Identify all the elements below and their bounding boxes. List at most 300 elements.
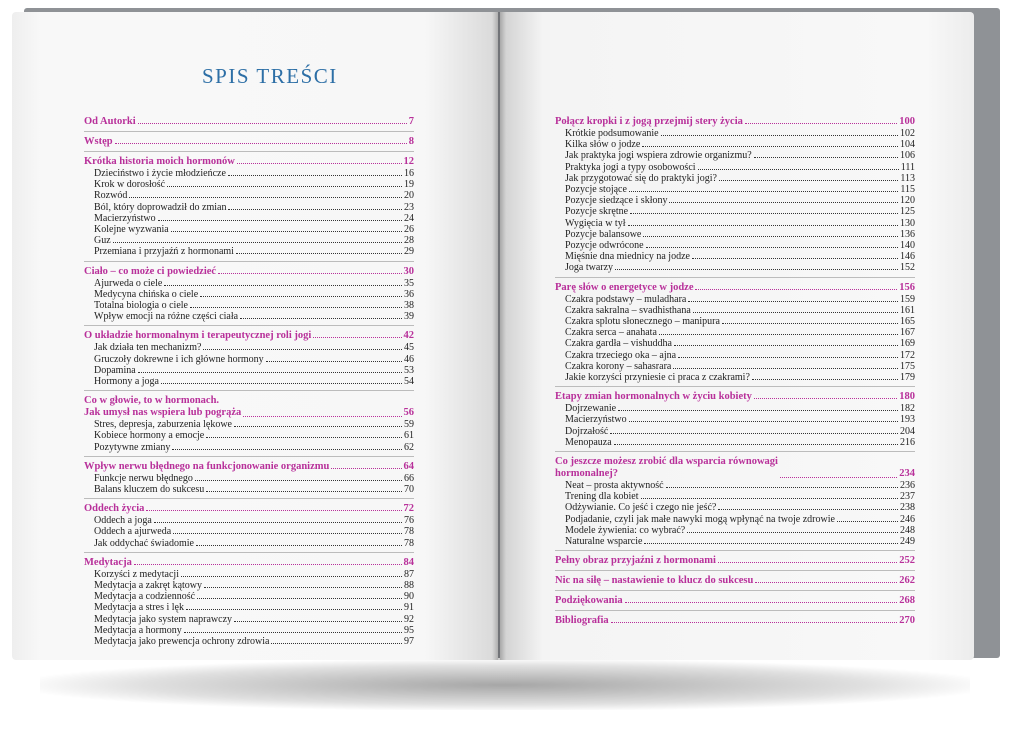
page-number: 236 xyxy=(900,480,915,492)
dot-leader xyxy=(237,163,402,164)
subentry-title: Rozwód xyxy=(94,190,128,202)
subentry-title: Pozycje skrętne xyxy=(565,206,629,218)
toc-subentry xyxy=(555,150,915,161)
page-number: 28 xyxy=(404,235,414,247)
page-number: 88 xyxy=(404,580,414,592)
toc-subentry xyxy=(84,419,414,430)
subentry-title: Trening dla kobiet xyxy=(565,491,639,503)
dot-leader xyxy=(693,312,898,313)
toc-subentry xyxy=(84,289,414,300)
toc-subentry xyxy=(84,442,414,453)
page-number: 113 xyxy=(900,172,915,184)
dot-leader xyxy=(611,622,898,623)
page-number: 102 xyxy=(900,128,915,139)
dot-leader xyxy=(719,180,898,181)
subentry-title: Czakra korony – sahasrara xyxy=(565,360,672,372)
page-number: 66 xyxy=(404,472,414,484)
dot-leader xyxy=(228,209,402,210)
toc-subentry xyxy=(84,591,414,602)
subentry-title: Jak przygotować się do praktyki jogi? xyxy=(565,172,717,184)
subentry-title: Wpływ emocji na różne części ciała xyxy=(94,311,239,323)
dot-leader xyxy=(718,509,898,510)
page-number: 100 xyxy=(899,116,915,127)
page-number: 95 xyxy=(404,624,414,636)
toc-subentry xyxy=(84,625,414,636)
dot-leader xyxy=(644,543,898,544)
page-number: 179 xyxy=(900,372,915,384)
page-number: 169 xyxy=(900,338,915,350)
chapter-title: Nic na siłę – nastawienie to klucz do sukcesu xyxy=(555,575,754,587)
subentry-title: Praktyka jogi a typy osobowości xyxy=(565,161,696,173)
dot-leader xyxy=(673,368,898,369)
page-number: 172 xyxy=(900,349,915,361)
subentry-title: Czakra sakralna – svadhisthana xyxy=(565,304,691,316)
toc-subentry xyxy=(84,602,414,613)
page-number: 64 xyxy=(403,460,414,472)
toc-subentry xyxy=(555,240,915,251)
dot-leader xyxy=(722,323,898,324)
subentry-title: Dzieciństwo i życie młodzieńcze xyxy=(94,168,226,179)
toc-subentry xyxy=(555,195,915,206)
dot-leader xyxy=(674,345,898,346)
book-spine xyxy=(492,12,506,660)
page-number: 136 xyxy=(900,228,915,240)
page-number: 46 xyxy=(404,353,414,365)
toc-subentry xyxy=(84,311,414,322)
subentry-title: Jak oddychać świadomie xyxy=(94,537,194,549)
dot-leader xyxy=(614,444,898,445)
subentry-title: Jak działa ten mechanizm? xyxy=(94,342,202,354)
dot-leader xyxy=(171,231,402,232)
toc-subentry xyxy=(84,376,414,387)
dot-leader xyxy=(197,598,402,599)
toc-subentry xyxy=(555,372,915,383)
dot-leader xyxy=(695,289,897,290)
dot-leader xyxy=(266,361,402,362)
page-number: 90 xyxy=(404,591,414,603)
subentry-title: Funkcje nerwu błędnego xyxy=(94,472,193,484)
dot-leader xyxy=(134,564,402,565)
subentry-title: Oddech a ajurweda xyxy=(94,526,172,538)
page-number: 106 xyxy=(900,150,915,162)
page-number: 140 xyxy=(900,240,915,252)
subentry-title: Medytacja a stres i lęk xyxy=(94,602,184,614)
toc-subentry xyxy=(555,327,915,338)
subentry-title: Kolejne wyzwania xyxy=(94,224,169,236)
toc-subentry xyxy=(84,365,414,376)
page-number: 29 xyxy=(404,246,414,258)
dot-leader xyxy=(206,437,402,438)
toc-subentry xyxy=(84,342,414,353)
page-number: 167 xyxy=(900,327,915,339)
toc-chapter-entry xyxy=(84,112,414,128)
toc-subentry xyxy=(555,206,915,217)
page-number: 204 xyxy=(900,425,915,437)
page-number: 26 xyxy=(404,224,414,236)
page-number: 262 xyxy=(899,575,915,587)
toc-subentry xyxy=(555,305,915,316)
page-number: 115 xyxy=(900,184,915,196)
subentry-title: Guz xyxy=(94,235,111,247)
page-number: 56 xyxy=(403,407,414,419)
chapter-title xyxy=(84,395,241,419)
dot-leader xyxy=(313,337,401,338)
chapter-title: Krótka historia moich hormonów xyxy=(84,156,235,167)
toc-subentry xyxy=(555,184,915,195)
page-number: 120 xyxy=(900,195,915,207)
subentry-title: Medytacja jako prewencja ochrony zdrowia xyxy=(94,636,270,648)
dot-leader xyxy=(630,213,898,214)
dot-leader xyxy=(780,477,897,478)
toc-chapter-entry xyxy=(84,552,414,569)
dot-leader xyxy=(661,135,898,136)
left-page xyxy=(12,12,498,660)
dot-leader xyxy=(642,146,898,147)
toc-subentry xyxy=(555,294,915,305)
chapter-title: Etapy zmian hormonalnych w życiu kobiety xyxy=(555,391,752,403)
page-number: 248 xyxy=(900,524,915,536)
subentry-title: Mięśnie dna miednicy na jodze xyxy=(565,251,690,263)
toc-subentry xyxy=(555,162,915,173)
subentry-title: Czakra trzeciego oka – ajna xyxy=(565,349,677,361)
dot-leader xyxy=(181,576,402,577)
page-number: 180 xyxy=(899,391,915,403)
page-number: 62 xyxy=(404,441,414,453)
toc-chapter-entry xyxy=(555,386,915,403)
page-number: 146 xyxy=(900,251,915,263)
toc-chapter-entry xyxy=(84,456,414,473)
subentry-title: Macierzyństwo xyxy=(565,414,627,426)
subentry-title: Oddech a joga xyxy=(94,515,152,527)
dot-leader xyxy=(629,421,898,422)
toc-subentry xyxy=(555,316,915,327)
page-number: 39 xyxy=(404,311,414,323)
subentry-title: Ajurweda o ciele xyxy=(94,277,163,289)
toc-chapter-entry xyxy=(84,325,414,342)
toc-subentry xyxy=(555,480,915,491)
toc-subentry xyxy=(84,538,414,549)
chapter-title: Parę słów o energetyce w jodze xyxy=(555,281,694,293)
subentry-title: Dojrzewanie xyxy=(565,403,617,415)
chapter-title: Wpływ nerwu błędnego na funkcjonowanie organizmu xyxy=(84,460,330,472)
subentry-title: Kilka słów o jodze xyxy=(565,139,641,151)
page-number: 234 xyxy=(899,468,915,480)
dot-leader xyxy=(243,416,401,417)
toc-subentry xyxy=(555,514,915,525)
toc-subentry xyxy=(555,414,915,425)
page-number: 7 xyxy=(408,116,414,127)
dot-leader xyxy=(692,258,898,259)
subentry-title: Medytacja a codzienność xyxy=(94,591,196,603)
dot-leader xyxy=(173,533,402,534)
toc-chapter-entry xyxy=(84,261,414,278)
dot-leader xyxy=(240,318,402,319)
dot-leader xyxy=(610,433,898,434)
dot-leader xyxy=(113,242,402,243)
chapter-title: Bibliografia xyxy=(555,615,609,627)
page-number: 125 xyxy=(900,206,915,218)
dot-leader xyxy=(755,582,897,583)
dot-leader xyxy=(234,426,402,427)
dot-leader xyxy=(745,123,897,124)
subentry-title: Neat – prosta aktywność xyxy=(565,480,664,492)
page-number: 23 xyxy=(404,201,414,213)
page-number: 182 xyxy=(900,403,915,415)
subentry-title: Dopamina xyxy=(94,364,136,376)
subentry-title: Czakra podstawy – muladhara xyxy=(565,293,687,305)
subentry-title: Krok w dorosłość xyxy=(94,179,166,191)
page-number: 161 xyxy=(900,304,915,316)
subentry-title: Wygięcia w tył xyxy=(565,217,626,229)
page-number: 87 xyxy=(404,568,414,580)
toc-subentry xyxy=(555,403,915,414)
page-number: 78 xyxy=(404,526,414,538)
page-number: 92 xyxy=(404,613,414,625)
subentry-title: Czakra gardła – vishuddha xyxy=(565,338,672,350)
chapter-title-line: Jak umysł nas wspiera lub pogrąża xyxy=(84,407,242,419)
dot-leader xyxy=(666,487,898,488)
page-number: 54 xyxy=(404,376,414,388)
toc-subentry xyxy=(555,350,915,361)
dot-leader xyxy=(641,498,898,499)
page-number: 35 xyxy=(404,277,414,289)
toc-subentry xyxy=(555,525,915,536)
dot-leader xyxy=(228,175,402,176)
chapter-title: Oddech życia xyxy=(84,503,145,515)
toc-subentry xyxy=(84,580,414,591)
chapter-title: Medytacja xyxy=(84,556,132,568)
toc-subentry xyxy=(84,179,414,190)
page-number: 104 xyxy=(900,139,915,151)
subentry-title: Jakie korzyści przyniesie ci praca z czakrami? xyxy=(565,372,750,384)
page-number: 16 xyxy=(404,168,414,179)
chapter-title: Podziękowania xyxy=(555,595,623,607)
page-number: 20 xyxy=(404,190,414,202)
toc-subentry xyxy=(84,526,414,537)
toc-subentry xyxy=(555,338,915,349)
dot-leader xyxy=(218,273,401,274)
dot-leader xyxy=(138,123,407,124)
subentry-title: Balans kluczem do sukcesu xyxy=(94,484,205,496)
dot-leader xyxy=(203,349,402,350)
dot-leader xyxy=(752,379,898,380)
toc-chapter-entry xyxy=(555,112,915,128)
dot-leader xyxy=(195,480,402,481)
dot-leader xyxy=(754,398,897,399)
subentry-title: Przemiana i przyjaźń z hormonami xyxy=(94,246,234,258)
page-number: 216 xyxy=(900,436,915,448)
toc-chapter-entry xyxy=(84,390,414,419)
dot-leader xyxy=(138,372,402,373)
page-number: 249 xyxy=(900,536,915,548)
toc-subentry xyxy=(555,361,915,372)
page-number: 237 xyxy=(900,491,915,503)
page-number: 238 xyxy=(900,502,915,514)
subentry-title: Totalna biologia o ciele xyxy=(94,300,188,312)
chapter-title-line: Co jeszcze możesz zrobić dla wsparcia równowagi xyxy=(555,456,778,468)
subentry-title: Odżywianie. Co jeść i czego nie jeść? xyxy=(565,502,717,514)
chapter-title: Połącz kropki i z jogą przejmij stery życia xyxy=(555,116,743,127)
toc-subentry xyxy=(84,354,414,365)
toc-subentry xyxy=(84,636,414,647)
page-title: SPIS TREŚCI xyxy=(202,64,338,88)
page-number: 152 xyxy=(900,262,915,274)
toc-subentry xyxy=(555,437,915,448)
dot-leader xyxy=(204,587,402,588)
page-number: 97 xyxy=(404,636,414,648)
dot-leader xyxy=(154,522,402,523)
page-number: 246 xyxy=(900,513,915,525)
dot-leader xyxy=(206,491,402,492)
page-number: 78 xyxy=(404,537,414,549)
page-number: 268 xyxy=(899,595,915,607)
toc-subentry xyxy=(555,262,915,273)
dot-leader xyxy=(184,632,402,633)
chapter-title: Od Autorki xyxy=(84,116,136,127)
page-number: 30 xyxy=(403,265,414,277)
dot-leader xyxy=(754,157,898,158)
dot-leader xyxy=(718,562,897,563)
subentry-title: Naturalne wsparcie xyxy=(565,536,643,548)
toc-subentry xyxy=(555,426,915,437)
toc-subentry xyxy=(84,246,414,257)
toc-subentry xyxy=(84,569,414,580)
subentry-title: Pozycje odwrócone xyxy=(565,240,644,252)
toc-subentry xyxy=(84,168,414,179)
toc-right-column xyxy=(555,112,915,627)
subentry-title: Czakra serca – anahata xyxy=(565,327,657,339)
page-number: 24 xyxy=(404,212,414,224)
toc-subentry xyxy=(555,491,915,502)
toc-chapter-entry xyxy=(555,277,915,294)
chapter-title: Pełny obraz przyjaźni z hormonami xyxy=(555,555,716,567)
dot-leader xyxy=(172,449,402,450)
toc-subentry xyxy=(84,278,414,289)
toc-subentry xyxy=(84,473,414,484)
toc-subentry xyxy=(555,251,915,262)
right-page xyxy=(500,12,974,660)
toc-subentry xyxy=(555,139,915,150)
page-number: 111 xyxy=(900,161,915,173)
subentry-title: Kobiece hormony a emocje xyxy=(94,430,205,442)
chapter-title: Wstęp xyxy=(84,136,113,147)
subentry-title: Korzyści z medytacji xyxy=(94,568,179,580)
dot-leader xyxy=(164,285,402,286)
toc-subentry xyxy=(555,128,915,139)
subentry-title: Medytacja jako system naprawczy xyxy=(94,613,233,625)
subentry-title: Modele żywienia: co wybrać? xyxy=(565,524,686,536)
subentry-title: Medycyna chińska o ciele xyxy=(94,288,199,300)
subentry-title: Krótkie podsumowanie xyxy=(565,128,659,139)
dot-leader xyxy=(200,296,402,297)
subentry-title: Medytacja a hormony xyxy=(94,624,182,636)
page-number: 252 xyxy=(899,555,915,567)
subentry-title: Hormony a joga xyxy=(94,376,159,388)
subentry-title: Czakra splotu słonecznego – manipura xyxy=(565,316,720,328)
toc-subentry xyxy=(84,484,414,495)
dot-leader xyxy=(698,169,899,170)
page-number: 45 xyxy=(404,342,414,354)
dot-leader xyxy=(688,301,898,302)
toc-subentry xyxy=(84,430,414,441)
page-number: 270 xyxy=(899,615,915,627)
toc-subentry xyxy=(84,235,414,246)
book-shadow xyxy=(40,660,970,710)
toc-subentry xyxy=(555,173,915,184)
page-number: 36 xyxy=(404,288,414,300)
subentry-title: Pozycje stojące xyxy=(565,184,627,196)
page-number: 165 xyxy=(900,316,915,328)
page-number: 38 xyxy=(404,300,414,312)
page-number: 42 xyxy=(403,330,414,342)
page-number: 130 xyxy=(900,217,915,229)
dot-leader xyxy=(271,643,402,644)
page-number: 76 xyxy=(404,515,414,527)
subentry-title: Pozycje balansowe xyxy=(565,228,642,240)
page-number: 72 xyxy=(403,503,414,515)
subentry-title: Macierzyństwo xyxy=(94,212,156,224)
dot-leader xyxy=(643,236,898,237)
page-number: 53 xyxy=(404,364,414,376)
toc-subentry xyxy=(84,224,414,235)
toc-subentry xyxy=(84,190,414,201)
toc-subentry xyxy=(84,202,414,213)
page-number: 8 xyxy=(408,136,414,147)
toc-subentry xyxy=(555,229,915,240)
subentry-title: Menopauza xyxy=(565,436,612,448)
chapter-title: Ciało – co może ci powiedzieć xyxy=(84,265,217,277)
page-number: 159 xyxy=(900,293,915,305)
page-number: 59 xyxy=(404,419,414,431)
subentry-title: Ból, który doprowadził do zmian xyxy=(94,201,227,213)
page-number: 193 xyxy=(900,414,915,426)
toc-chapter-entry xyxy=(555,550,915,567)
subentry-title: Stres, depresja, zaburzenia lękowe xyxy=(94,419,232,431)
dot-leader xyxy=(646,247,898,248)
toc-chapter-entry xyxy=(555,610,915,627)
toc-left-column xyxy=(84,112,414,647)
page-number: 175 xyxy=(900,360,915,372)
dot-leader xyxy=(167,186,402,187)
dot-leader xyxy=(196,545,402,546)
dot-leader xyxy=(115,143,407,144)
chapter-title xyxy=(555,456,778,480)
subentry-title: Jak praktyka jogi wspiera zdrowie organizmu? xyxy=(565,150,752,162)
page-number: 12 xyxy=(403,156,414,167)
toc-chapter-entry xyxy=(555,590,915,607)
chapter-title: O układzie hormonalnym i terapeutycznej roli jogi xyxy=(84,330,312,342)
toc-subentry xyxy=(84,300,414,311)
dot-leader xyxy=(678,357,898,358)
dot-leader xyxy=(186,609,402,610)
dot-leader xyxy=(625,602,898,603)
dot-leader xyxy=(234,621,402,622)
dot-leader xyxy=(158,220,402,221)
subentry-title: Medytacja a zakręt kątowy xyxy=(94,580,203,592)
dot-leader xyxy=(161,383,402,384)
dot-leader xyxy=(615,269,898,270)
page-number: 19 xyxy=(404,179,414,191)
subentry-title: Joga twarzy xyxy=(565,262,614,274)
toc-subentry xyxy=(84,614,414,625)
dot-leader xyxy=(618,410,898,411)
page-number: 61 xyxy=(404,430,414,442)
subentry-title: Dojrzałość xyxy=(565,425,609,437)
toc-subentry xyxy=(84,213,414,224)
chapter-title-line: hormonalnej? xyxy=(555,468,618,480)
subentry-title: Gruczoły dokrewne i ich główne hormony xyxy=(94,353,264,365)
dot-leader xyxy=(628,225,899,226)
